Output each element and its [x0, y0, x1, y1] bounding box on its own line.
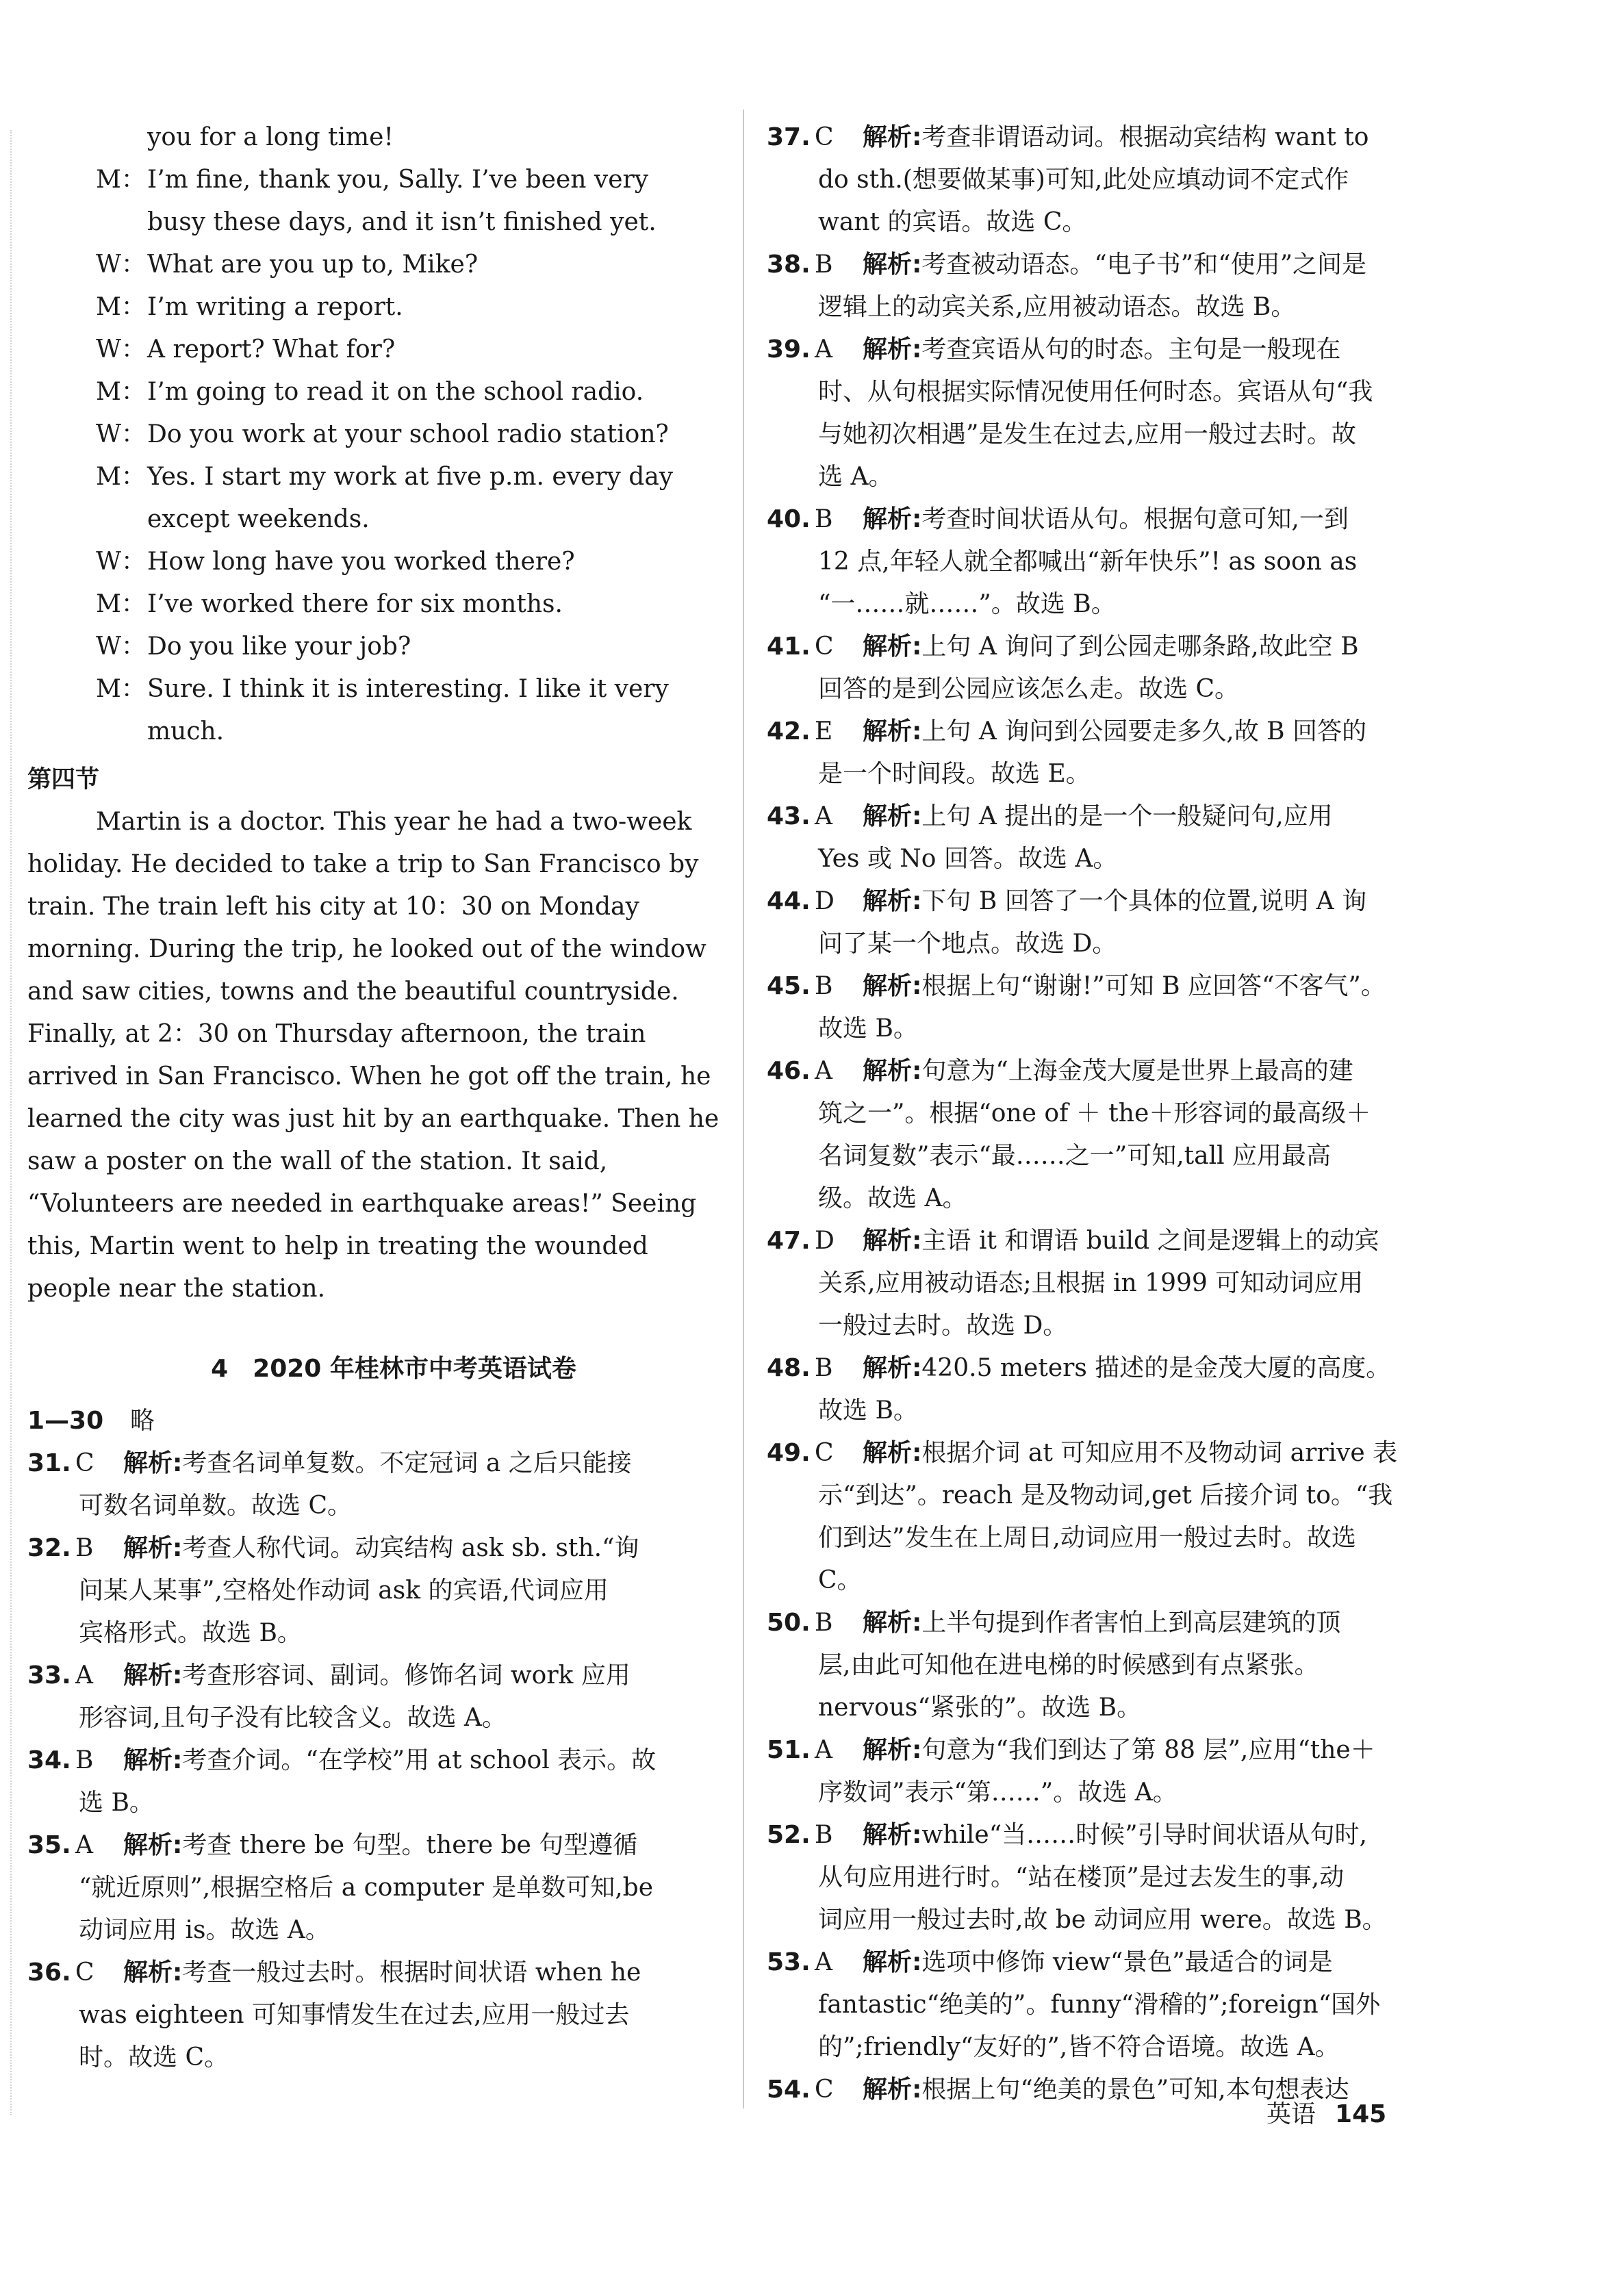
question-item: [767, 965, 1465, 1050]
explanation-cont-line: 问某人某事”,空格处作动词 ask 的宾语,代词应用: [79, 1577, 609, 1605]
dialogue-text: I’m fine, thank you, Sally. I’ve been very: [147, 166, 649, 194]
answer-letter: A: [75, 1661, 93, 1689]
explanation-label: 解析:: [863, 1736, 922, 1764]
question-explanation: [863, 1941, 1465, 1984]
explanation-label: 解析:: [863, 802, 922, 830]
explanation-label: 解析:: [863, 717, 922, 745]
question-explanation: [863, 711, 1465, 753]
question-explanation: [863, 498, 1465, 541]
explanation-label: 解析:: [863, 505, 922, 533]
left-question-list: [27, 1442, 719, 2079]
answer-letter: A: [815, 802, 832, 830]
question-number: 34.: [27, 1746, 71, 1774]
dialogue-line: [27, 541, 719, 583]
question-explanation: [863, 880, 1465, 923]
explanation-cont-line: 的”;friendly“友好的”,皆不符合语境。故选 A。: [818, 2033, 1340, 2061]
dialogue: [27, 159, 719, 753]
dialogue-continuation: you for a long time!: [147, 123, 394, 151]
answer-letter: C: [75, 1959, 94, 1987]
question-first-line: [27, 1952, 719, 1994]
explanation-label: 解析:: [863, 633, 922, 661]
explanation-cont-line: 们到达”发生在上周日,动词应用一般过去时。故选: [818, 1524, 1356, 1552]
explanation-label: 解析:: [863, 123, 922, 151]
question-explanation: [123, 1655, 719, 1697]
answer-letter: B: [815, 1821, 833, 1849]
question-item: [27, 1527, 719, 1655]
dialogue-line: [27, 159, 719, 201]
explanation-label: 解析:: [863, 887, 922, 915]
question-first-line: [767, 498, 1465, 541]
explanation-cont-line: C。: [818, 1566, 862, 1594]
answer-letter: C: [815, 1439, 834, 1467]
explanation-text: 考查一般过去时。根据时间状语 when he: [182, 1959, 641, 1987]
explanation-cont-line: 时。故选 C。: [79, 2043, 229, 2071]
dialogue-line: [27, 583, 719, 626]
question-first-line: [767, 795, 1465, 838]
explanation-text: 句意为“我们到达了第 88 层”,应用“the＋: [921, 1736, 1375, 1764]
question-item: [767, 116, 1465, 244]
question-number: 39.: [767, 335, 811, 363]
explanation-label: 解析:: [863, 2076, 922, 2104]
explanation-text: while“当……时候”引导时间状语从句时,: [921, 1821, 1367, 1849]
question-explanation: [863, 1347, 1465, 1390]
question-item: [27, 1442, 719, 1527]
passage-line: this, Martin went to help in treating the wounded: [27, 1232, 648, 1260]
explanation-label: 解析:: [123, 1746, 183, 1774]
explanation-label: 解析:: [863, 1354, 922, 1382]
question-item: [767, 1432, 1465, 1602]
dialogue-text: Do you work at your school radio station?: [147, 420, 669, 448]
explanation-text: 根据上句“绝美的景色”可知,本句想表达: [921, 2076, 1349, 2104]
explanation-label: 解析:: [123, 1959, 183, 1987]
page-number: 145: [1335, 2100, 1387, 2128]
explanation-text: 考查形容词、副词。修饰名词 work 应用: [182, 1661, 631, 1689]
speaker-label: M：: [96, 675, 146, 703]
answer-letter: A: [815, 335, 832, 363]
question-item: [767, 244, 1465, 329]
explanation-text: 上句 A 询问到公园要走多久,故 B 回答的: [921, 717, 1367, 745]
question-number: 42.: [767, 717, 811, 745]
speaker-label: W：: [96, 251, 147, 279]
dialogue-text-cont: much.: [147, 717, 225, 745]
dialogue-text: What are you up to, Mike?: [147, 251, 479, 279]
speaker-label: M：: [96, 590, 146, 618]
explanation-label: 解析:: [123, 1831, 183, 1859]
question-item: [767, 1347, 1465, 1432]
answer-letter: B: [815, 972, 833, 1000]
question-item: [767, 1814, 1465, 1941]
answer-letter: B: [815, 1609, 833, 1637]
explanation-cont-line: 宾格形式。故选 B。: [79, 1619, 302, 1647]
question-number: 50.: [767, 1609, 811, 1637]
dialogue-text: Do you like your job?: [147, 633, 411, 661]
question-number: 51.: [767, 1736, 811, 1764]
dialogue-line: [27, 371, 719, 413]
question-explanation: [863, 1814, 1465, 1857]
question-item: [767, 1729, 1465, 1814]
dialogue-text: Yes. I start my work at five p.m. every day: [147, 463, 674, 491]
right-question-list: [767, 116, 1465, 2111]
explanation-cont-line: fantastic“绝美的”。funny“滑稽的”;foreign“国外: [818, 1991, 1381, 2019]
explanation-label: 解析:: [863, 1057, 922, 1085]
explanation-cont-line: 选 B。: [79, 1789, 154, 1817]
question-first-line: [767, 244, 1465, 286]
explanation-cont-line: “一……就……”。故选 B。: [818, 590, 1116, 618]
left-margin-rule: [10, 130, 13, 2115]
question-item: [767, 1050, 1465, 1220]
question-explanation: [863, 1050, 1465, 1093]
explanation-cont-line: 形容词,且句子没有比较含义。故选 A。: [79, 1704, 507, 1732]
question-explanation: [863, 1220, 1465, 1262]
explanation-cont-line: do sth.(想要做某事)可知,此处应填动词不定式作: [818, 166, 1349, 194]
passage-line: people near the station.: [27, 1275, 326, 1303]
question-explanation: [123, 1824, 719, 1867]
question-item: [27, 1824, 719, 1952]
dialogue-text: I’m going to read it on the school radio.: [147, 378, 644, 406]
answer-letter: A: [75, 1831, 93, 1859]
question-item: [767, 880, 1465, 965]
dialogue-line: [27, 456, 719, 498]
question-explanation: [123, 1739, 719, 1782]
question-item: [767, 1941, 1465, 2069]
passage-line: arrived in San Francisco. When he got off the train, he: [27, 1062, 711, 1090]
question-item: [767, 626, 1465, 711]
answer-letter: A: [815, 1948, 832, 1976]
question-number: 47.: [767, 1227, 811, 1255]
dialogue-line: [27, 286, 719, 329]
explanation-label: 解析:: [863, 972, 922, 1000]
dialogue-line: [27, 668, 719, 711]
explanation-cont-line: 动词应用 is。故选 A。: [79, 1916, 330, 1944]
explanation-text: 选项中修饰 view“景色”最适合的词是: [921, 1948, 1333, 1976]
question-number: 32.: [27, 1534, 71, 1562]
explanation-label: 解析:: [123, 1661, 183, 1689]
explanation-label: 解析:: [863, 1948, 922, 1976]
passage: [27, 801, 719, 1310]
answer-letter: C: [815, 2076, 834, 2104]
explanation-text: 根据上句“谢谢!”可知 B 应回答“不客气”。: [921, 972, 1386, 1000]
question-number: 49.: [767, 1439, 811, 1467]
explanation-text: 上句 A 询问了到公园走哪条路,故此空 B: [921, 633, 1359, 661]
dialogue-text-cont: except weekends.: [147, 505, 370, 533]
question-explanation: [863, 244, 1465, 286]
explanation-label: 解析:: [863, 335, 922, 363]
question-number: 36.: [27, 1959, 71, 1987]
explanation-cont-line: 故选 B。: [818, 1396, 918, 1425]
question-item: [27, 1952, 719, 2079]
explanation-text: 主语 it 和谓语 build 之间是逻辑上的动宾: [921, 1227, 1379, 1255]
speaker-label: W：: [96, 335, 147, 363]
explanation-cont-line: 层,由此可知他在进电梯的时候感到有点紧张。: [818, 1651, 1319, 1679]
explanation-cont-line: 故选 B。: [818, 1015, 918, 1043]
explanation-cont-line: 级。故选 A。: [818, 1184, 967, 1212]
explanation-text: 考查宾语从句的时态。主句是一般现在: [921, 335, 1341, 363]
explanation-cont-line: was eighteen 可知事情发生在过去,应用一般过去: [79, 2001, 630, 2029]
explanation-cont-line: 时、从句根据实际情况使用任何时态。宾语从句“我: [818, 378, 1373, 406]
answer-letter: B: [815, 505, 833, 533]
explanation-cont-line: 是一个时间段。故选 E。: [818, 760, 1091, 788]
explanation-cont-line: 回答的是到公园应该怎么走。故选 C。: [818, 675, 1239, 703]
left-column: [27, 116, 719, 2079]
question-number: 31.: [27, 1449, 71, 1477]
answer-letter: B: [815, 251, 833, 279]
passage-line: Finally, at 2：30 on Thursday afternoon, the train: [27, 1020, 646, 1048]
question-number: 48.: [767, 1354, 811, 1382]
explanation-cont-line: 筑之一”。根据“one of ＋ the＋形容词的最高级＋: [818, 1099, 1371, 1127]
question-explanation: [863, 626, 1465, 668]
answer-letter: B: [75, 1746, 94, 1774]
speaker-label: W：: [96, 548, 147, 576]
question-number: 46.: [767, 1057, 811, 1085]
question-first-line: [767, 1729, 1465, 1772]
question-number: 44.: [767, 887, 811, 915]
question-explanation: [123, 1952, 719, 1994]
explanation-label: 解析:: [863, 1821, 922, 1849]
explanation-text: 句意为“上海金茂大厦是世界上最高的建: [921, 1057, 1353, 1085]
explanation-cont-line: 关系,应用被动语态;且根据 in 1999 可知动词应用: [818, 1269, 1364, 1297]
footer-subject: 英语: [1266, 2100, 1316, 2128]
answer-letter: C: [75, 1449, 94, 1477]
passage-line: learned the city was just hit by an earthquake. Then he: [27, 1105, 719, 1133]
explanation-cont-line: “就近原则”,根据空格后 a computer 是单数可知,be: [79, 1874, 654, 1902]
question-first-line: [27, 1527, 719, 1570]
dialogue-text: I’m writing a report.: [147, 293, 403, 321]
explanation-label: 解析:: [123, 1449, 183, 1477]
question-number: 33.: [27, 1661, 71, 1689]
range-note: 略: [130, 1407, 155, 1435]
question-first-line: [767, 1432, 1465, 1475]
explanation-cont-line: Yes 或 No 回答。故选 A。: [818, 845, 1118, 873]
question-explanation: [863, 965, 1465, 1008]
question-first-line: [767, 1602, 1465, 1644]
answer-letter: C: [815, 123, 834, 151]
question-explanation: [123, 1442, 719, 1485]
question-explanation: [863, 1432, 1465, 1475]
answer-letter: B: [75, 1534, 94, 1562]
answer-letter: A: [815, 1057, 832, 1085]
question-item: [767, 1602, 1465, 1729]
answer-letter: B: [815, 1354, 833, 1382]
explanation-cont-line: 逻辑上的动宾关系,应用被动语态。故选 B。: [818, 293, 1296, 321]
right-column: [767, 116, 1465, 2111]
question-first-line: [767, 329, 1465, 371]
speaker-label: M：: [96, 463, 146, 491]
explanation-cont-line: 12 点,年轻人就全都喊出“新年快乐”! as soon as: [818, 548, 1358, 576]
explanation-cont-line: 可数名词单数。故选 C。: [79, 1492, 352, 1520]
explanation-text: 上句 A 提出的是一个一般疑问句,应用: [921, 802, 1333, 830]
explanation-cont-line: nervous“紧张的”。故选 B。: [818, 1694, 1142, 1722]
question-item: [767, 329, 1465, 498]
passage-line: morning. During the trip, he looked out of the window: [27, 935, 706, 963]
explanation-text: 考查被动语态。“电子书”和“使用”之间是: [921, 251, 1367, 279]
explanation-text: 根据介词 at 可知应用不及物动词 arrive 表: [921, 1439, 1398, 1467]
dialogue-line: [27, 626, 719, 668]
question-first-line: [27, 1655, 719, 1697]
explanation-cont-line: 序数词”表示“第……”。故选 A。: [818, 1778, 1177, 1807]
question-first-line: [767, 965, 1465, 1008]
explanation-cont-line: 词应用一般过去时,故 be 动词应用 were。故选 B。: [818, 1906, 1387, 1934]
explanation-text: 考查时间状语从句。根据句意可知,一到: [921, 505, 1349, 533]
question-item: [27, 1739, 719, 1824]
question-number: 38.: [767, 251, 811, 279]
explanation-label: 解析:: [863, 1227, 922, 1255]
column-divider: [743, 110, 744, 2108]
question-explanation: [863, 1602, 1465, 1644]
question-item: [767, 795, 1465, 880]
explanation-cont-line: 从句应用进行时。“站在楼顶”是过去发生的事,动: [818, 1863, 1345, 1891]
passage-line: holiday. He decided to take a trip to San Francisco by: [27, 850, 699, 878]
question-first-line: [767, 1814, 1465, 1857]
explanation-text: 下句 B 回答了一个具体的位置,说明 A 询: [921, 887, 1367, 915]
explanation-cont-line: 与她初次相遇”是发生在过去,应用一般过去时。故: [818, 420, 1356, 448]
explanation-text: 考查名词单复数。不定冠词 a 之后只能接: [182, 1449, 632, 1477]
question-number: 43.: [767, 802, 811, 830]
range-row: [27, 1400, 719, 1442]
dialogue-line: [27, 329, 719, 371]
question-item: [767, 498, 1465, 626]
question-first-line: [767, 1220, 1465, 1262]
explanation-cont-line: 示“到达”。reach 是及物动词,get 后接介词 to。“我: [818, 1481, 1393, 1509]
explanation-label: 解析:: [863, 1439, 922, 1467]
speaker-label: M：: [96, 166, 146, 194]
explanation-cont-line: 选 A。: [818, 463, 893, 491]
question-first-line: [767, 880, 1465, 923]
passage-line: Martin is a doctor. This year he had a two-week: [96, 808, 692, 836]
explanation-text: 考查 there be 句型。there be 句型遵循: [182, 1831, 638, 1859]
answer-letter: D: [815, 887, 835, 915]
question-explanation: [863, 116, 1465, 159]
explanation-cont-line: 问了某一个地点。故选 D。: [818, 930, 1117, 958]
dialogue-text: How long have you worked there?: [147, 548, 575, 576]
question-first-line: [27, 1442, 719, 1485]
question-first-line: [767, 1941, 1465, 1984]
explanation-label: 解析:: [123, 1534, 183, 1562]
question-number: 54.: [767, 2076, 811, 2104]
dialogue-text: I’ve worked there for six months.: [147, 590, 563, 618]
question-item: [767, 1220, 1465, 1347]
question-number: 52.: [767, 1821, 811, 1849]
question-number: 37.: [767, 123, 811, 151]
exam-title: 4 2020 年桂林市中考英语试卷: [211, 1355, 576, 1383]
question-explanation: [863, 795, 1465, 838]
answer-letter: D: [815, 1227, 835, 1255]
speaker-label: W：: [96, 633, 147, 661]
speaker-label: W：: [96, 420, 147, 448]
dialogue-line: [27, 244, 719, 286]
answer-letter: C: [815, 633, 834, 661]
question-first-line: [767, 626, 1465, 668]
passage-line: “Volunteers are needed in earthquake areas!” Seeing: [27, 1190, 697, 1218]
page-footer: [1266, 2095, 1386, 2130]
section-title: 第四节: [27, 766, 100, 793]
question-item: [27, 1655, 719, 1739]
explanation-label: 解析:: [863, 251, 922, 279]
question-number: 53.: [767, 1948, 811, 1976]
question-explanation: [863, 329, 1465, 371]
answer-letter: A: [815, 1736, 832, 1764]
explanation-text: 考查人称代词。动宾结构 ask sb. sth.“询: [182, 1534, 639, 1562]
explanation-text: 考查介词。“在学校”用 at school 表示。故: [182, 1746, 657, 1774]
explanation-cont-line: 名词复数”表示“最……之一”可知,tall 应用最高: [818, 1142, 1332, 1170]
dialogue-line: [27, 413, 719, 456]
range-label: 1—30: [27, 1407, 104, 1435]
passage-line: saw a poster on the wall of the station. It said,: [27, 1147, 608, 1175]
question-first-line: [27, 1739, 719, 1782]
question-first-line: [767, 1347, 1465, 1390]
explanation-text: 考查非谓语动词。根据动宾结构 want to: [921, 123, 1369, 151]
explanation-cont-line: 一般过去时。故选 D。: [818, 1312, 1068, 1340]
question-number: 41.: [767, 633, 811, 661]
explanation-cont-line: want 的宾语。故选 C。: [818, 208, 1087, 236]
question-first-line: [767, 116, 1465, 159]
question-first-line: [767, 711, 1465, 753]
question-first-line: [767, 1050, 1465, 1093]
question-number: 45.: [767, 972, 811, 1000]
passage-line: train. The train left his city at 10：30 on Monday: [27, 893, 639, 921]
question-number: 40.: [767, 505, 811, 533]
speaker-label: M：: [96, 293, 146, 321]
explanation-text: 上半句提到作者害怕上到高层建筑的顶: [921, 1609, 1341, 1637]
answer-letter: E: [815, 717, 833, 745]
question-number: 35.: [27, 1831, 71, 1859]
explanation-label: 解析:: [863, 1609, 922, 1637]
dialogue-text-cont: busy these days, and it isn’t finished yet.: [147, 208, 657, 236]
passage-line: and saw cities, towns and the beautiful countryside.: [27, 978, 679, 1006]
explanation-text: 420.5 meters 描述的是金茂大厦的高度。: [921, 1354, 1391, 1382]
question-explanation: [863, 1729, 1465, 1772]
question-explanation: [123, 1527, 719, 1570]
dialogue-text: Sure. I think it is interesting. I like it very: [147, 675, 669, 703]
dialogue-text: A report? What for?: [147, 335, 396, 363]
speaker-label: M：: [96, 378, 146, 406]
question-item: [767, 711, 1465, 795]
question-first-line: [27, 1824, 719, 1867]
